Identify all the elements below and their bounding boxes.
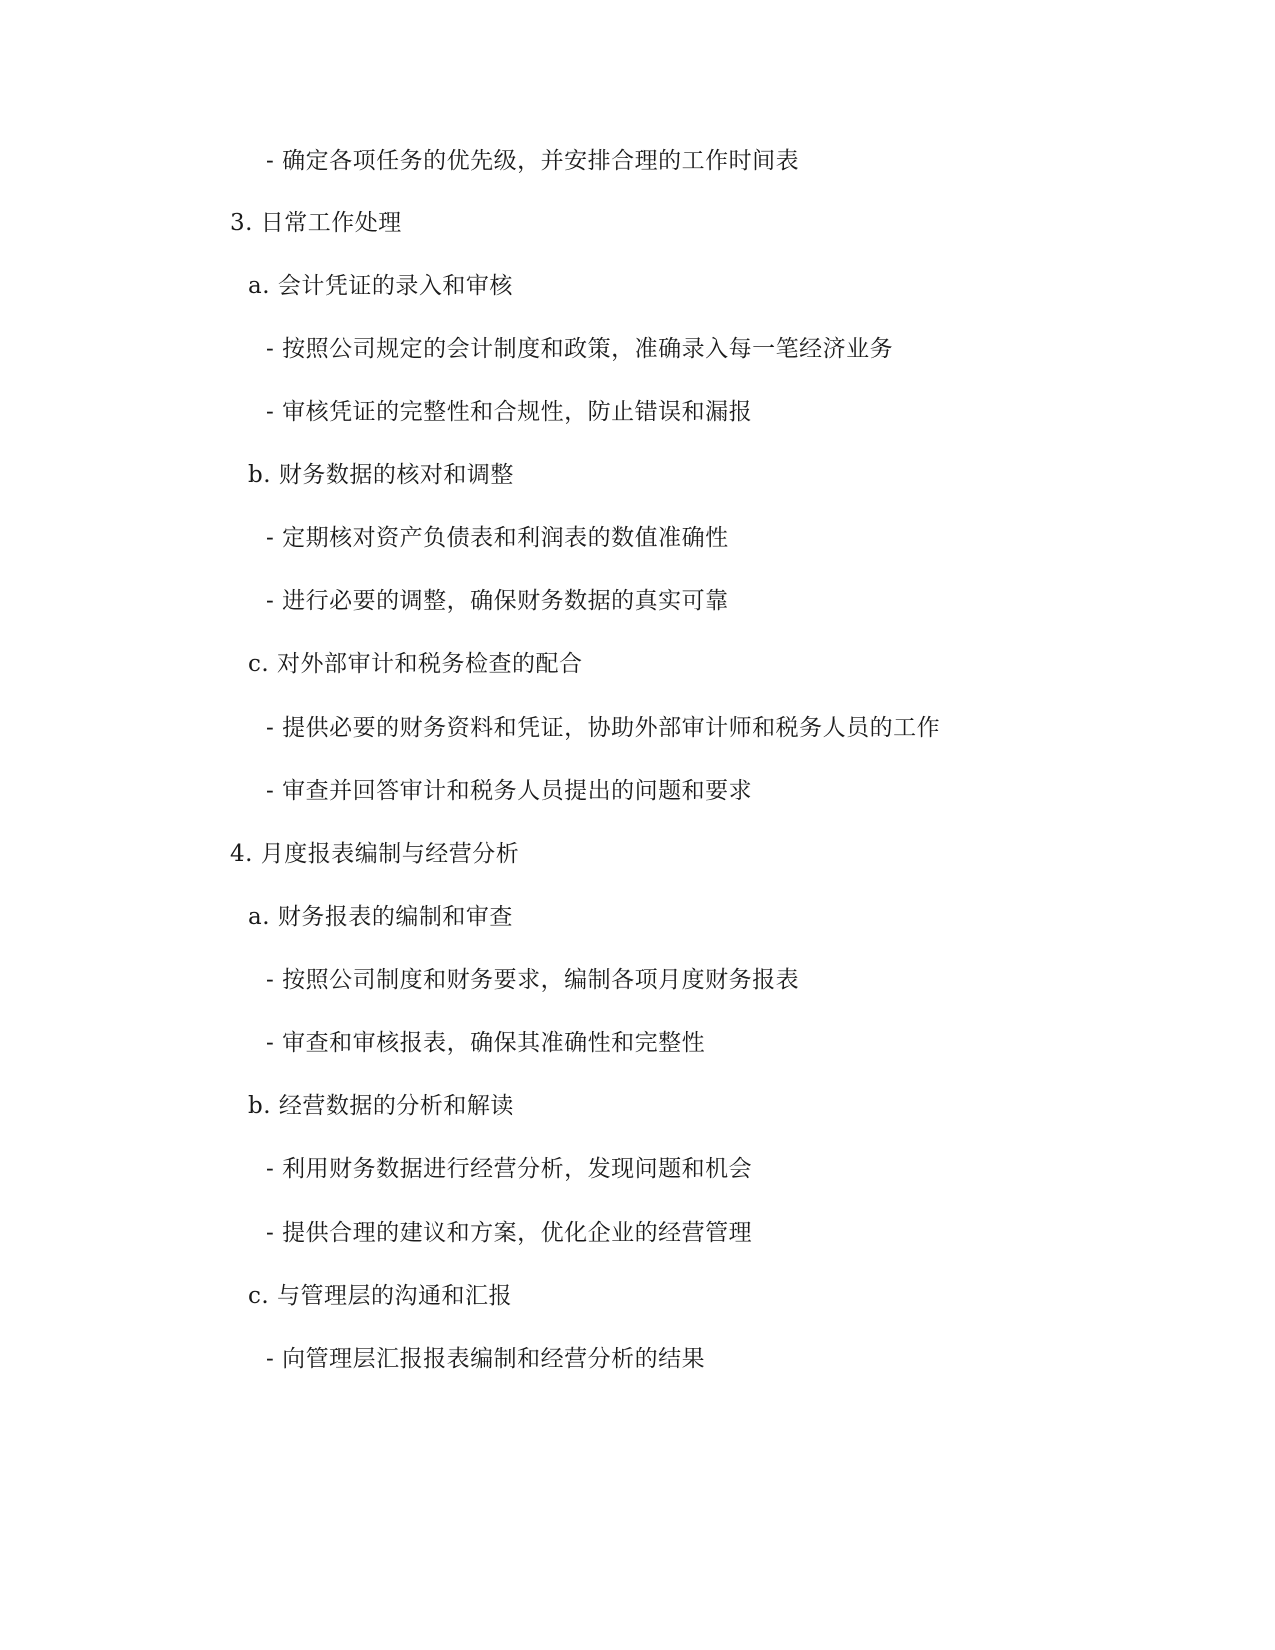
subsection-heading: c. 与管理层的沟通和汇报 xyxy=(248,1283,513,1309)
bullet-item: - 进行必要的调整，确保财务数据的真实可靠 xyxy=(266,588,729,614)
bullet-item: - 定期核对资产负债表和利润表的数值准确性 xyxy=(266,525,729,551)
subsection-heading: c. 对外部审计和税务检查的配合 xyxy=(248,651,583,677)
bullet-item: - 按照公司制度和财务要求，编制各项月度财务报表 xyxy=(266,967,800,993)
bullet-item: - 提供必要的财务资料和凭证，协助外部审计师和税务人员的工作 xyxy=(266,715,941,741)
section-heading: 4. 月度报表编制与经营分析 xyxy=(230,841,520,867)
subsection-heading: b. 经营数据的分析和解读 xyxy=(248,1093,514,1119)
bullet-item: - 审查和审核报表，确保其准确性和完整性 xyxy=(266,1030,706,1056)
bullet-item: - 确定各项任务的优先级，并安排合理的工作时间表 xyxy=(266,148,800,174)
bullet-item: - 提供合理的建议和方案，优化企业的经营管理 xyxy=(266,1220,753,1246)
section-heading: 3. 日常工作处理 xyxy=(230,210,402,236)
bullet-item: - 向管理层汇报报表编制和经营分析的结果 xyxy=(266,1346,706,1372)
bullet-item: - 审核凭证的完整性和合规性，防止错误和漏报 xyxy=(266,399,753,425)
bullet-item: - 按照公司规定的会计制度和政策，准确录入每一笔经济业务 xyxy=(266,336,894,362)
subsection-heading: a. 会计凭证的录入和审核 xyxy=(248,273,513,299)
subsection-heading: a. 财务报表的编制和审查 xyxy=(248,904,513,930)
bullet-item: - 审查并回答审计和税务人员提出的问题和要求 xyxy=(266,778,753,804)
subsection-heading: b. 财务数据的核对和调整 xyxy=(248,462,514,488)
bullet-item: - 利用财务数据进行经营分析，发现问题和机会 xyxy=(266,1156,753,1182)
